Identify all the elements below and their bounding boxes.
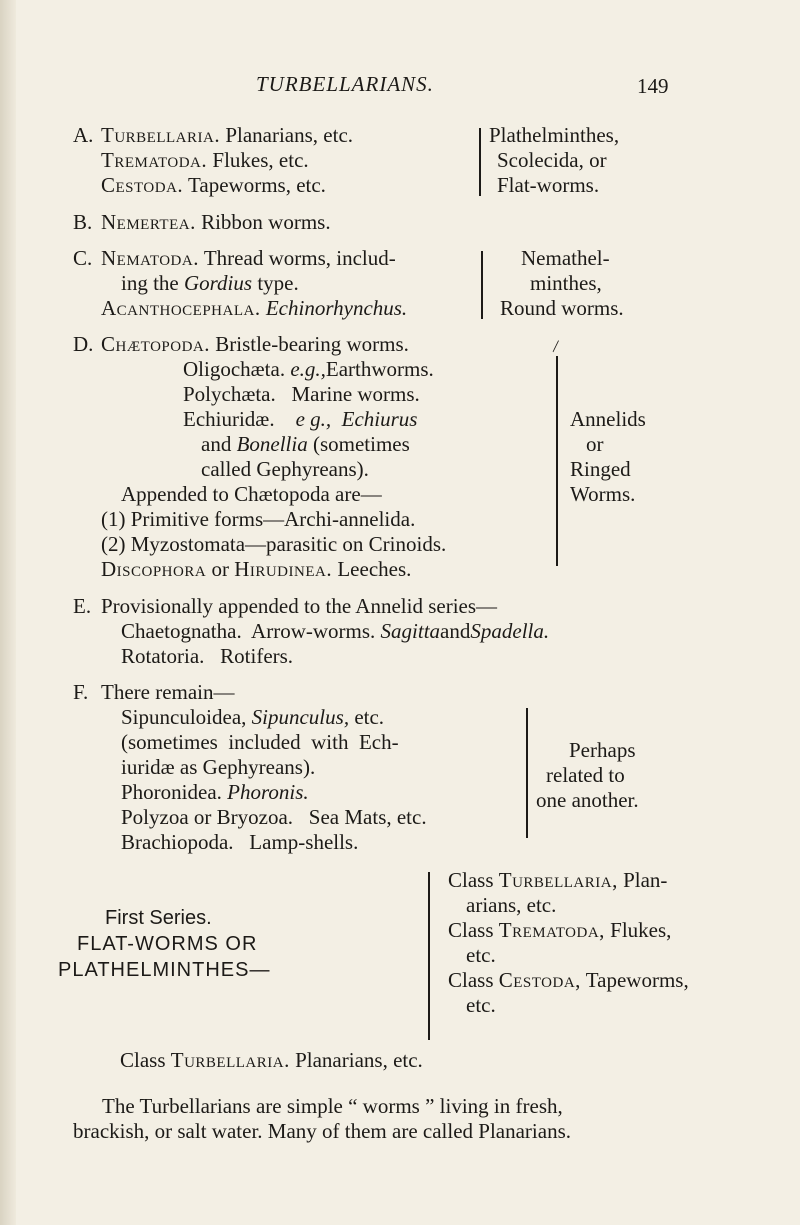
section-a-row-2: Trematoda. Flukes, etc.	[101, 148, 309, 172]
section-f-line-7: Brachiopoda. Lamp-shells.	[121, 830, 359, 854]
section-f-line-3: (sometimes included with Ech-	[121, 730, 399, 754]
section-e-line-3: Rotatoria. Rotifers.	[121, 644, 294, 668]
section-a-row-1: Turbellaria. Planarians, etc.	[101, 123, 354, 147]
section-f-brace	[526, 708, 528, 838]
section-d-brace	[556, 356, 558, 566]
section-d-brace-top: \	[547, 337, 565, 355]
section-f-group-3: one another.	[536, 788, 639, 812]
page-number: 149	[637, 74, 669, 98]
section-f-line-6: Polyzoa or Bryozoa. Sea Mats, etc.	[121, 805, 427, 829]
section-b-line: Nemertea. Ribbon worms.	[101, 210, 331, 234]
section-a-letter: A.	[73, 123, 94, 147]
section-d-line-9: (2) Myzostomata—parasitic on Crinoids.	[101, 532, 447, 556]
section-a-group-1: Plathelminthes,	[489, 123, 620, 147]
section-c-group-3: Round worms.	[500, 296, 624, 320]
section-d-line-7: Appended to Chætopoda are—	[121, 482, 382, 506]
section-e-letter: E.	[73, 594, 92, 618]
section-d-line-4: Echiuridæ. e g., Echiurus	[183, 407, 418, 431]
section-d-line-1: Chætopoda. Bristle-bearing worms.	[101, 332, 409, 356]
section-e-line-2: Chaetognatha. Arrow-worms. SagittaandSpadella.	[121, 619, 550, 643]
series-class-2: Class Trematoda, Flukes,	[448, 918, 672, 942]
section-d-group-2: or	[586, 432, 604, 456]
series-class-1-cont: arians, etc.	[466, 893, 557, 917]
section-f-group-2: related to	[546, 763, 625, 787]
section-d-line-2: Oligochæta. e.g.,Earthworms.	[183, 357, 434, 381]
section-a-brace	[479, 128, 481, 196]
series-label-2: FLAT-WORMS OR	[77, 933, 258, 955]
section-c-line-1: Nematoda. Thread worms, includ-	[101, 246, 396, 270]
section-c-brace	[481, 251, 483, 319]
section-d-letter: D.	[73, 332, 94, 356]
class-heading: Class Turbellaria. Planarians, etc.	[120, 1048, 423, 1072]
section-f-group-1: Perhaps	[569, 738, 636, 762]
section-c-line-3: Acanthocephala. Echinorhynchus.	[101, 296, 408, 320]
paragraph-line-2: brackish, or salt water. Many of them are called Planarians.	[73, 1119, 571, 1143]
section-d-line-5: and Bonellia (sometimes	[201, 432, 410, 456]
section-c-letter: C.	[73, 246, 93, 270]
section-d-group-3: Ringed	[570, 457, 631, 481]
series-class-2-cont: etc.	[466, 943, 496, 967]
series-class-3-cont: etc.	[466, 993, 496, 1017]
section-f-letter: F.	[73, 680, 89, 704]
series-class-3: Class Cestoda, Tapeworms,	[448, 968, 689, 992]
section-a-row-3: Cestoda. Tapeworms, etc.	[101, 173, 326, 197]
section-a-group-2: Scolecida, or	[497, 148, 607, 172]
section-d-line-3: Polychæta. Marine worms.	[183, 382, 420, 406]
section-c-group-2: minthes,	[530, 271, 602, 295]
section-d-line-6: called Gephyreans).	[201, 457, 369, 481]
section-f-line-4: iuridæ as Gephyreans).	[121, 755, 316, 779]
series-label-3: PLATHELMINTHES—	[58, 959, 271, 981]
section-d-line-8: (1) Primitive forms—Archi-annelida.	[101, 507, 416, 531]
series-class-1: Class Turbellaria, Plan-	[448, 868, 668, 892]
running-title: TURBELLARIANS.	[256, 72, 434, 96]
section-c-group-1: Nemathel-	[521, 246, 610, 270]
section-e-line-1: Provisionally appended to the Annelid series—	[101, 594, 498, 618]
section-f-line-1: There remain—	[101, 680, 235, 704]
section-d-group-4: Worms.	[570, 482, 636, 506]
section-a-group-3: Flat-worms.	[497, 173, 600, 197]
section-f-line-5: Phoronidea. Phoronis.	[121, 780, 309, 804]
section-c-line-2: ing the Gordius type.	[121, 271, 299, 295]
section-b-letter: B.	[73, 210, 93, 234]
series-brace	[428, 872, 430, 1040]
page-edge-shadow	[0, 0, 16, 1225]
section-d-group-1: Annelids	[570, 407, 646, 431]
section-f-line-2: Sipunculoidea, Sipunculus, etc.	[121, 705, 385, 729]
series-label-1: First Series.	[105, 907, 212, 929]
paragraph-line-1: The Turbellarians are simple “ worms ” living in fresh,	[102, 1094, 563, 1118]
section-d-line-10: Discophora or Hirudinea. Leeches.	[101, 557, 412, 581]
